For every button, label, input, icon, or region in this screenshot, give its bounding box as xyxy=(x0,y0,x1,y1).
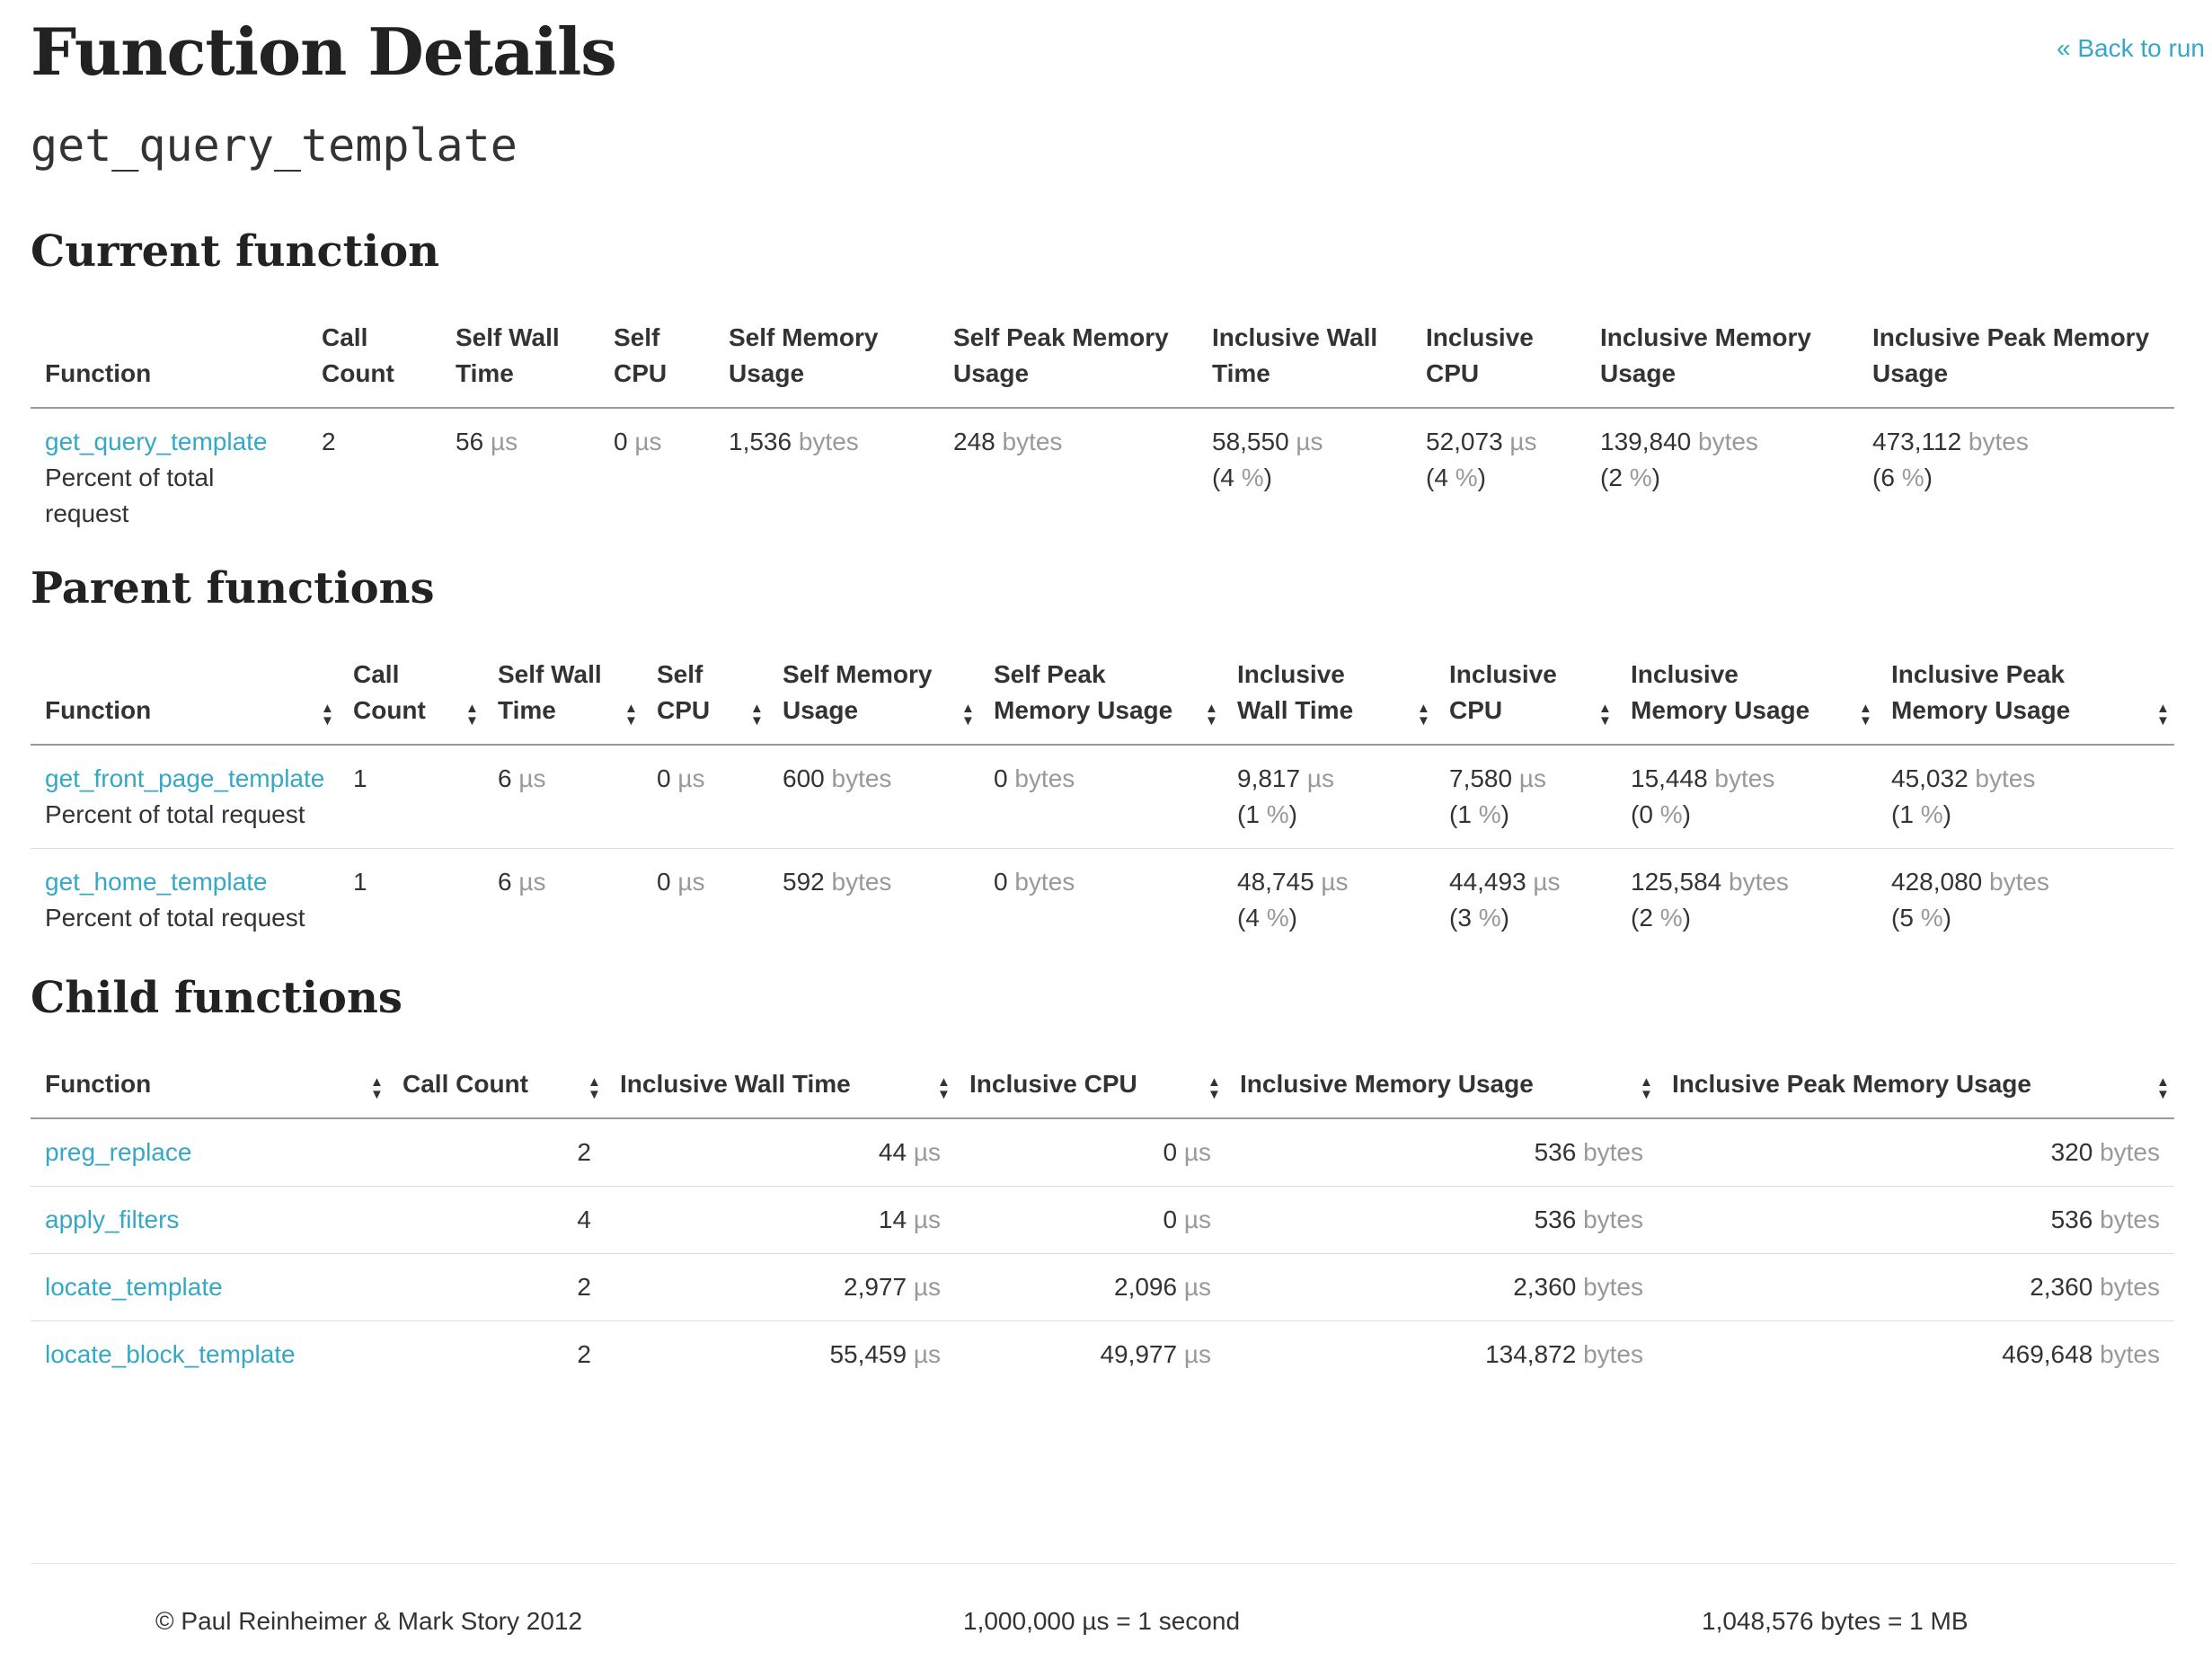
parent-header-row xyxy=(31,657,2174,745)
col-function: Function xyxy=(31,320,307,408)
sort-col-incl-wall-time[interactable]: Inclusive Wall Time ▲ ▼ xyxy=(1223,657,1435,745)
function-link[interactable]: locate_template xyxy=(45,1273,223,1301)
col-self-wall-time: Self Wall Time xyxy=(441,320,599,408)
percent-note: Percent of total request xyxy=(45,464,215,527)
sort-icon: ▲ ▼ xyxy=(465,701,479,729)
sort-icon: ▲ ▼ xyxy=(1417,701,1430,729)
incl-peak-memory: 428,080 bytes (5 %) xyxy=(1877,849,2174,952)
incl-cpu: 52,073 µs (4 %) xyxy=(1426,428,1537,491)
percent-note: Percent of total request xyxy=(45,800,305,828)
sort-icon: ▲ ▼ xyxy=(1598,701,1612,729)
sort-icon: ▲ ▼ xyxy=(1640,1074,1653,1102)
incl-wall-time: 14 µs xyxy=(606,1187,955,1254)
function-cell xyxy=(31,408,307,547)
incl-wall-time: 55,459 µs xyxy=(606,1321,955,1389)
call-count: 1 xyxy=(353,764,367,792)
incl-wall-time: 2,977 µs xyxy=(606,1254,955,1321)
incl-memory: 134,872 bytes xyxy=(1225,1321,1658,1389)
function-cell xyxy=(31,1187,388,1254)
col-incl-wall-time: Inclusive Wall Time xyxy=(1198,320,1411,408)
sort-icon: ▲ ▼ xyxy=(370,1074,384,1102)
col-call-count: Call Count xyxy=(307,320,441,408)
current-function-heading: Current function xyxy=(31,226,439,277)
incl-peak-memory: 320 bytes xyxy=(2050,1138,2160,1166)
incl-peak-memory: 473,112 bytes (6 %) xyxy=(1872,428,2029,491)
sort-col-incl-memory[interactable]: Inclusive Memory Usage ▲ ▼ xyxy=(1616,657,1877,745)
sort-col-function[interactable]: Function ▲ ▼ xyxy=(31,1066,388,1118)
function-cell xyxy=(31,849,339,952)
call-count: 2 xyxy=(388,1254,606,1321)
self-peak-memory: 0 bytes xyxy=(994,764,1075,792)
child-functions-heading: Child functions xyxy=(31,973,403,1023)
page xyxy=(31,0,2205,1635)
sort-icon: ▲ ▼ xyxy=(2156,1074,2170,1102)
self-memory: 592 bytes xyxy=(768,849,979,952)
col-incl-peak-memory: Inclusive Peak Memory Usage xyxy=(1858,320,2174,408)
sort-col-self-peak-memory[interactable]: Self Peak Memory Usage ▲ ▼ xyxy=(979,657,1223,745)
table-row xyxy=(31,745,2174,849)
col-self-cpu: Self CPU xyxy=(599,320,714,408)
sort-icon: ▲ ▼ xyxy=(1859,701,1872,729)
incl-cpu: 44,493 µs (3 %) xyxy=(1435,849,1616,952)
self-wall-time: 6 µs xyxy=(483,849,642,952)
back-to-run-link[interactable]: « Back to run xyxy=(2057,34,2205,62)
sort-col-incl-memory[interactable]: Inclusive Memory Usage ▲ ▼ xyxy=(1225,1066,1658,1118)
function-link[interactable]: apply_filters xyxy=(45,1206,180,1233)
function-cell xyxy=(31,1118,388,1187)
function-cell xyxy=(31,1321,388,1389)
incl-peak-memory: 2,360 bytes xyxy=(1658,1254,2174,1321)
sort-col-self-cpu[interactable]: Self CPU ▲ ▼ xyxy=(642,657,768,745)
sort-col-incl-wall-time[interactable]: Inclusive Wall Time ▲ ▼ xyxy=(606,1066,955,1118)
sort-icon: ▲ ▼ xyxy=(937,1074,951,1102)
current-header-row xyxy=(31,320,2174,408)
incl-wall-time: 58,550 µs (4 %) xyxy=(1212,428,1323,491)
incl-peak-memory: 469,648 bytes xyxy=(1658,1321,2174,1389)
incl-memory: 536 bytes xyxy=(1225,1187,1658,1254)
function-name: get_query_template xyxy=(31,119,518,172)
table-row xyxy=(31,1187,2174,1254)
function-link[interactable]: locate_block_template xyxy=(45,1340,296,1368)
parent-functions-heading: Parent functions xyxy=(31,563,435,614)
sort-icon: ▲ ▼ xyxy=(961,701,975,729)
child-header-row xyxy=(31,1066,2174,1118)
table-row xyxy=(31,1321,2174,1389)
sort-col-incl-cpu[interactable]: Inclusive CPU ▲ ▼ xyxy=(1435,657,1616,745)
incl-cpu: 0 µs xyxy=(955,1187,1225,1254)
child-functions-table xyxy=(31,1066,2174,1388)
sort-icon: ▲ ▼ xyxy=(1208,1074,1221,1102)
incl-peak-memory: 45,032 bytes (1 %) xyxy=(1891,764,2036,828)
incl-cpu: 0 µs xyxy=(1163,1138,1211,1166)
incl-memory: 536 bytes xyxy=(1534,1138,1643,1166)
incl-cpu: 2,096 µs xyxy=(955,1254,1225,1321)
call-count: 4 xyxy=(388,1187,606,1254)
sort-icon: ▲ ▼ xyxy=(588,1074,601,1102)
self-memory: 1,536 bytes xyxy=(729,428,859,455)
function-link[interactable]: get_front_page_template xyxy=(45,764,325,792)
percent-note: Percent of total request xyxy=(45,904,305,932)
sort-col-incl-cpu[interactable]: Inclusive CPU ▲ ▼ xyxy=(955,1066,1225,1118)
incl-peak-memory: 536 bytes xyxy=(1658,1187,2174,1254)
function-link[interactable]: get_query_template xyxy=(45,428,268,455)
incl-memory: 125,584 bytes (2 %) xyxy=(1616,849,1877,952)
function-link[interactable]: preg_replace xyxy=(45,1138,192,1166)
call-count: 2 xyxy=(388,1321,606,1389)
self-peak-memory: 0 bytes xyxy=(979,849,1223,952)
sort-col-call-count[interactable]: Call Count ▲ ▼ xyxy=(339,657,483,745)
self-wall-time: 6 µs xyxy=(498,764,546,792)
col-self-peak-memory: Self Peak Memory Usage xyxy=(939,320,1198,408)
table-row xyxy=(31,1118,2174,1187)
current-function-table xyxy=(31,320,2174,547)
incl-cpu: 7,580 µs (1 %) xyxy=(1449,764,1546,828)
sort-col-function[interactable]: Function ▲ ▼ xyxy=(31,657,339,745)
self-cpu: 0 µs xyxy=(614,428,662,455)
copyright: © Paul Reinheimer & Mark Story 2012 xyxy=(155,1607,583,1635)
incl-cpu: 49,977 µs xyxy=(955,1321,1225,1389)
sort-icon: ▲ ▼ xyxy=(750,701,764,729)
table-row xyxy=(31,1254,2174,1321)
sort-col-self-memory[interactable]: Self Memory Usage ▲ ▼ xyxy=(768,657,979,745)
self-peak-memory: 248 bytes xyxy=(953,428,1063,455)
sort-icon: ▲ ▼ xyxy=(624,701,638,729)
function-link[interactable]: get_home_template xyxy=(45,868,268,896)
self-wall-time: 56 µs xyxy=(456,428,518,455)
sort-col-self-wall-time[interactable]: Self Wall Time ▲ ▼ xyxy=(483,657,642,745)
call-count: 2 xyxy=(322,428,336,455)
table-row xyxy=(31,849,2174,952)
self-memory: 600 bytes xyxy=(783,764,892,792)
sort-col-incl-peak-memory[interactable]: Inclusive Peak Memory Usage ▲ ▼ xyxy=(1658,1066,2174,1118)
self-cpu: 0 µs xyxy=(642,849,768,952)
col-incl-cpu: Inclusive CPU xyxy=(1411,320,1586,408)
col-incl-memory: Inclusive Memory Usage xyxy=(1586,320,1858,408)
incl-memory: 2,360 bytes xyxy=(1225,1254,1658,1321)
call-count: 1 xyxy=(339,849,483,952)
function-cell xyxy=(31,745,339,849)
sort-col-call-count[interactable]: Call Count ▲ ▼ xyxy=(388,1066,606,1118)
sort-icon: ▲ ▼ xyxy=(2156,701,2170,729)
footer xyxy=(31,1563,2174,1635)
incl-wall-time: 44 µs xyxy=(878,1138,941,1166)
col-self-memory: Self Memory Usage xyxy=(714,320,939,408)
memory-unit-note: 1,048,576 bytes = 1 MB xyxy=(1702,1607,1969,1635)
incl-memory: 139,840 bytes (2 %) xyxy=(1600,428,1758,491)
incl-wall-time: 9,817 µs (1 %) xyxy=(1237,764,1334,828)
time-unit-note: 1,000,000 µs = 1 second xyxy=(963,1607,1241,1635)
parent-functions-table xyxy=(31,657,2174,951)
table-row xyxy=(31,408,2174,547)
function-cell xyxy=(31,1254,388,1321)
sort-icon: ▲ ▼ xyxy=(1205,701,1218,729)
call-count: 2 xyxy=(577,1138,591,1166)
page-title: Function Details xyxy=(31,13,616,90)
incl-wall-time: 48,745 µs (4 %) xyxy=(1223,849,1435,952)
sort-icon: ▲ ▼ xyxy=(321,701,334,729)
incl-memory: 15,448 bytes (0 %) xyxy=(1631,764,1775,828)
self-cpu: 0 µs xyxy=(657,764,705,792)
sort-col-incl-peak-memory[interactable]: Inclusive Peak Memory Usage ▲ ▼ xyxy=(1877,657,2174,745)
